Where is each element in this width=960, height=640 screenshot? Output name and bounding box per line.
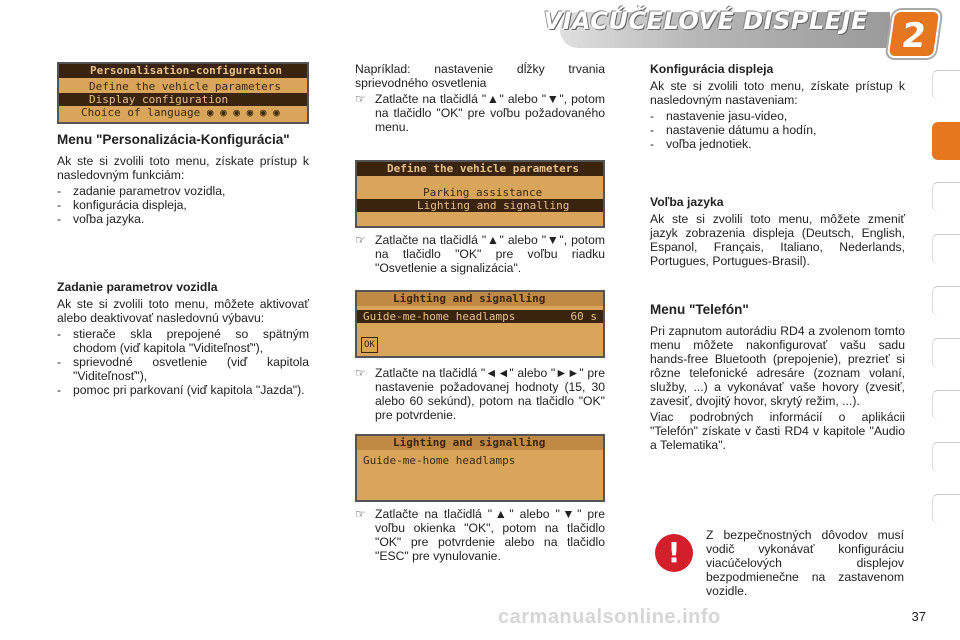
pointing-hand-icon: ☞ — [355, 233, 366, 247]
side-tab-9[interactable] — [932, 494, 960, 524]
step-3 — [355, 366, 605, 422]
screen-lighting-2 — [355, 434, 605, 502]
display-heading: Konfigurácia displeja — [650, 62, 774, 76]
warning-text: Z bezpečnostných dôvodov musí vodič vykonávať konfiguráciu viacúčelových displejov bezpodmienečne na zastavenom vozidle. — [706, 528, 904, 598]
pointing-hand-icon: ☞ — [355, 92, 366, 106]
screen-row-value: 60 s — [570, 310, 597, 323]
screen-title: Lighting and signalling — [357, 436, 603, 450]
step-text: Zatlačte na tlačidlá "▲" alebo "▼" pre voľbu okienka "OK", potom na tlačidlo "OK" pre potvrdenie alebo na tlačidlo "ESC" pre vynulovanie. — [375, 507, 605, 563]
language-heading: Voľba jazyka — [650, 195, 724, 209]
vehicle-intro: Ak ste si zvolili toto menu, môžete aktivovať alebo deaktivovať nasledovnú výbavu: — [57, 297, 309, 325]
step-2 — [355, 233, 605, 275]
screen-row-label: Choice of language — [81, 106, 201, 119]
screen-title: Define the vehicle parameters — [357, 162, 603, 176]
vehicle-heading: Zadanie parametrov vozidla — [57, 280, 218, 294]
page-number: 37 — [911, 609, 926, 624]
phone-heading: Menu "Telefón" — [650, 302, 749, 317]
display-list — [650, 109, 905, 151]
list-item: - nastavenie jasu-video, — [650, 109, 905, 123]
screen-row-selected — [357, 310, 603, 323]
example-intro: Napríklad: nastavenie dĺžky trvania sprievodného osvetlenia — [355, 62, 605, 90]
step-text: Zatlačte na tlačidlá "◄◄" alebo "►►" pre nastavenie požadovanej hodnoty (15, 30 alebo 60 sekúnd), potom na tlačidlo "OK" pre potvrdenie. — [375, 366, 605, 422]
screen-row-selected: Display configuration — [59, 93, 307, 106]
display-intro: Ak ste si zvolili toto menu, získate prístup k nasledovným nastaveniam: — [650, 79, 905, 107]
side-tab-6[interactable] — [932, 338, 960, 368]
list-item: - konfigurácia displeja, — [57, 198, 309, 212]
screen-title: Personalisation-configuration — [59, 64, 307, 78]
column-2 — [355, 62, 605, 563]
screen-row-label: Guide-me-home headlamps — [363, 310, 516, 323]
watermark: carmanualsonline.info — [498, 606, 721, 628]
screen-title: Lighting and signalling — [357, 292, 603, 306]
screen-row: Define the vehicle parameters — [89, 80, 282, 93]
list-item: - sprievodné osvetlenie (viď kapitola "Viditeľnosť"), — [57, 355, 309, 383]
list-item: - nastavenie dátumu a hodín, — [650, 123, 905, 137]
page-title: VIACÚČELOVÉ DISPLEJE — [543, 7, 868, 35]
column-1 — [57, 62, 309, 397]
pointing-hand-icon: ☞ — [355, 366, 366, 380]
side-tabs — [932, 70, 960, 600]
screen-row-selected: Lighting and signalling — [357, 199, 603, 212]
language-text: Ak ste si zvolili toto menu, môžete zmeniť jazyk zobrazenia displeja (Deutsch, English, Espanol, Français, Italiano, Nederlands, Portugues, Portugues-Brasil). — [650, 212, 905, 268]
screen-personalisation — [57, 62, 309, 124]
step-1 — [355, 92, 605, 134]
menu-list — [57, 184, 309, 226]
chapter-badge: 2 — [887, 10, 942, 58]
vehicle-list — [57, 327, 309, 397]
side-tab-1[interactable] — [932, 70, 960, 100]
side-tab-8[interactable] — [932, 442, 960, 472]
list-item: - pomoc pri parkovaní (viď kapitola "Jazda"). — [57, 383, 309, 397]
ok-box: OK — [361, 337, 378, 353]
list-item: - voľba jazyka. — [57, 212, 309, 226]
side-tab-4[interactable] — [932, 234, 960, 264]
menu-heading: Menu "Personalizácia-Konfigurácia" — [57, 132, 290, 147]
list-item: - voľba jednotiek. — [650, 137, 905, 151]
phone-text-2: Viac podrobných informácií o aplikácii "Telefón" získate v časti RD4 v kapitole "Audio a Telematika". — [650, 410, 905, 452]
screen-row: Parking assistance — [423, 186, 543, 199]
step-4 — [355, 507, 605, 563]
phone-text-1: Pri zapnutom autorádiu RD4 a zvolenom tomto menu môžete nakonfigurovať vašu sadu hands-free Bluetooth (prepojenie), prezrieť si rôzne telefonické adresáre (zoznam volaní, služby, ...) a vykonávať vaše hovory (zvesiť, zavesiť, dvojitý hovor, skrytý režim, ...). — [650, 324, 905, 408]
side-tab-7[interactable] — [932, 390, 960, 420]
side-tab-5[interactable] — [932, 286, 960, 316]
side-tab-active[interactable] — [932, 122, 960, 160]
list-item: - zadanie parametrov vozidla, — [57, 184, 309, 198]
screen-row — [59, 106, 307, 119]
column-3 — [650, 62, 905, 452]
flag-icons: ◉ ◉ ◉ ◉ ◉ ◉ — [206, 106, 280, 119]
warning-icon: ! — [655, 534, 693, 572]
screen-row: Guide-me-home headlamps — [363, 454, 516, 467]
menu-intro: Ak ste si zvolili toto menu, získate prístup k nasledovným funkciám: — [57, 154, 309, 182]
side-tab-3[interactable] — [932, 182, 960, 212]
step-text: Zatlačte na tlačidlá "▲" alebo "▼", potom na tlačidlo "OK" pre voľbu požadovaného menu. — [375, 92, 605, 134]
screen-lighting-1 — [355, 290, 605, 358]
step-text: Zatlačte na tlačidlá "▲" alebo "▼", potom na tlačidlo "OK" pre voľbu riadku "Osvetlenie a signalizácia". — [375, 233, 605, 275]
list-item: - stierače skla prepojené so spätným chodom (viď kapitola "Viditeľnosť"), — [57, 327, 309, 355]
screen-vehicle-parameters — [355, 160, 605, 228]
pointing-hand-icon: ☞ — [355, 507, 366, 521]
